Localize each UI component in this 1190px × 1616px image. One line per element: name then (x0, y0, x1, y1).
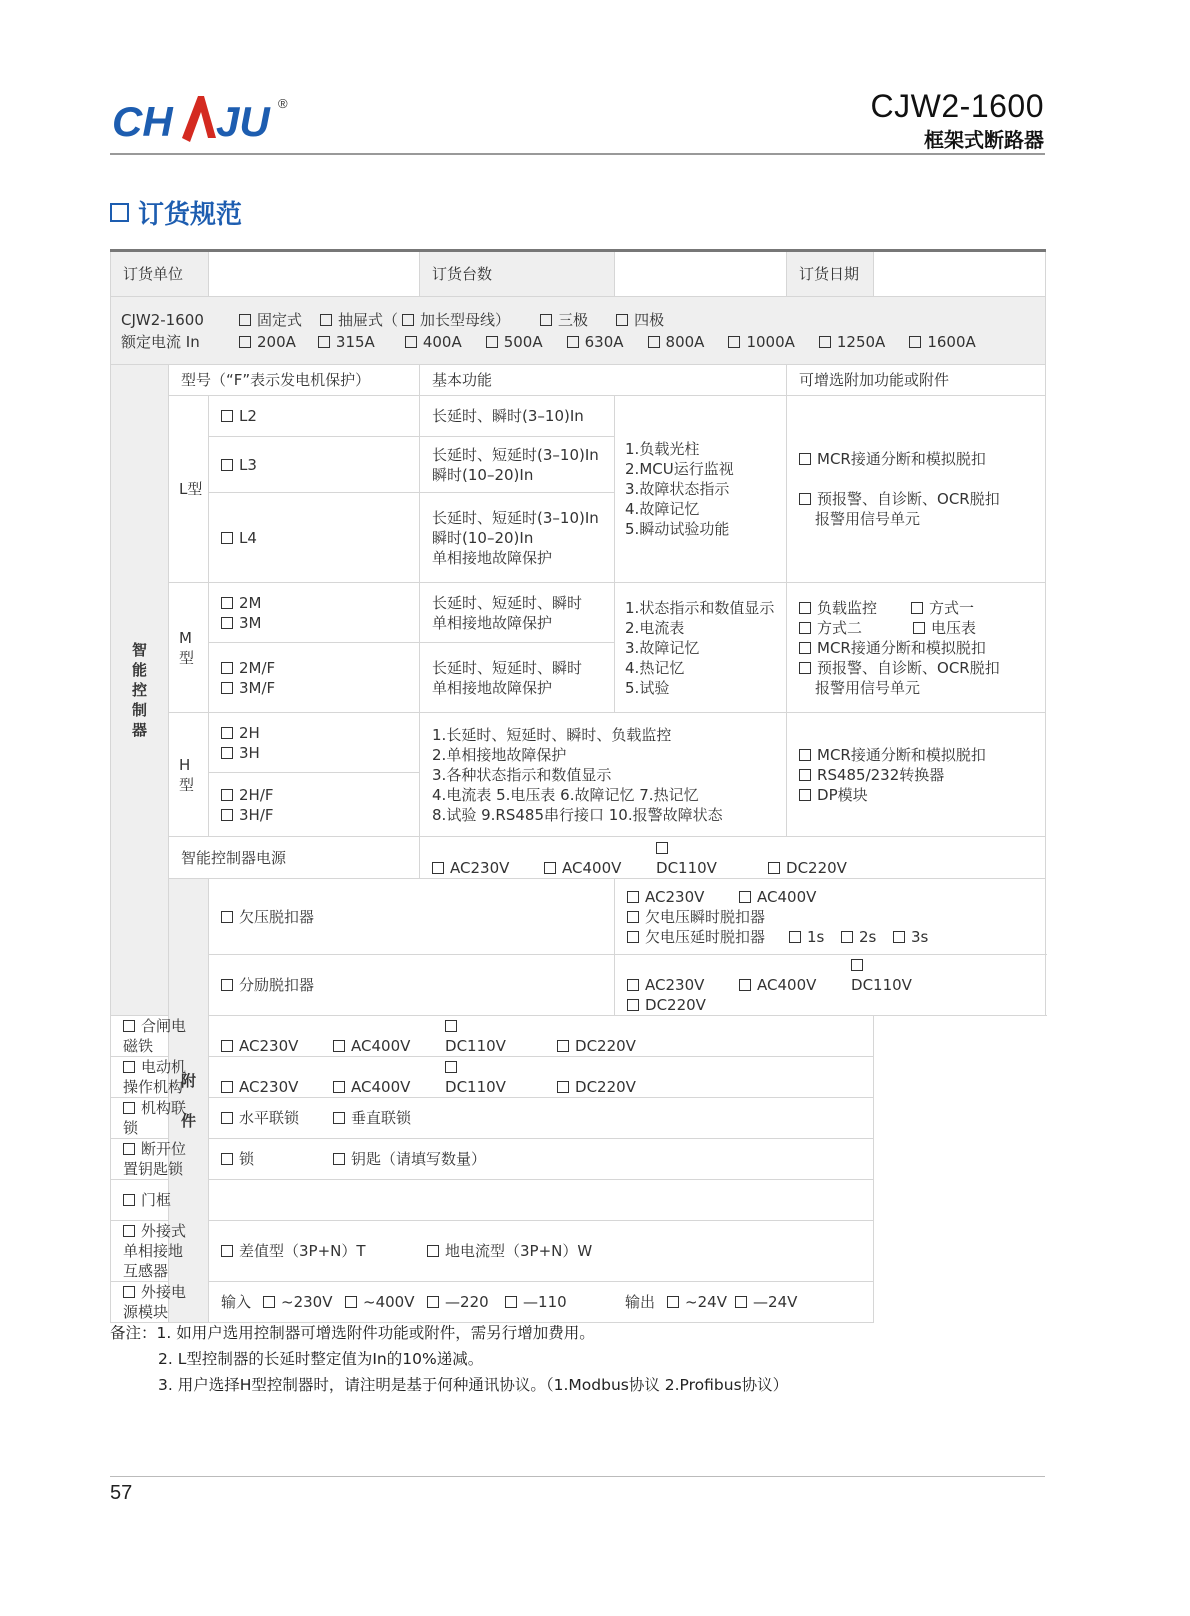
checkbox-power-dc110[interactable] (656, 842, 668, 854)
checkbox-ground-ct[interactable] (123, 1225, 135, 1237)
checkbox-long-bus[interactable] (402, 314, 414, 326)
note-item: 2. L型控制器的长延时整定值为In的10%递减。 (158, 1350, 484, 1368)
checkbox-2hf[interactable] (221, 789, 233, 801)
section-title-text: 订货规范 (138, 200, 243, 230)
order-qty-field[interactable] (615, 251, 787, 297)
checkbox-l2[interactable] (221, 410, 233, 422)
checkbox-mode-two[interactable] (799, 622, 811, 634)
four-pole-label: 四极 (634, 310, 665, 329)
checkbox-current[interactable] (318, 336, 330, 348)
three-pole-label: 三极 (558, 310, 589, 329)
checkbox-2mf[interactable] (221, 662, 233, 674)
checkbox-fixed[interactable] (239, 314, 251, 326)
checkbox-closing[interactable] (123, 1020, 135, 1032)
door-frame-options (209, 1180, 874, 1221)
controller-group-label: 智 能 控 制 器 (111, 365, 169, 1016)
checkbox-motor-ac400[interactable] (333, 1081, 345, 1093)
controller-power-label: 智能控制器电源 (169, 837, 420, 879)
checkbox-power-dc220[interactable] (768, 862, 780, 874)
notes-label: 备注： (110, 1324, 157, 1342)
order-unit-label: 订货单位 (111, 251, 209, 297)
ct-label-cell: 外接式单相接地互感器 (111, 1221, 209, 1282)
checkbox-rs485[interactable] (799, 769, 811, 781)
h-extra-functions: MCR接通分断和模拟脱扣 RS485/232转换器 DP模块 (787, 713, 1046, 837)
fixed-label: 固定式 (257, 310, 303, 329)
checkbox-2m[interactable] (221, 597, 233, 609)
checkbox-current[interactable] (728, 336, 740, 348)
m-options: 2M 3M (209, 583, 420, 643)
checkbox-shunt-ac230[interactable] (627, 979, 639, 991)
l-type-label: L型 (169, 396, 209, 583)
checkbox-in-ac230[interactable] (263, 1296, 275, 1308)
checkbox-closing-dc220[interactable] (557, 1040, 569, 1052)
order-spec-table (110, 249, 1046, 1323)
checkbox-shunt-dc220[interactable] (627, 999, 639, 1011)
col-type-header: 型号（“F”表示发电机保护） (169, 365, 420, 396)
checkbox-motor-dc110[interactable] (445, 1061, 457, 1073)
h-type-label: H 型 (169, 713, 209, 837)
hf-options: 2H/F 3H/F (209, 773, 420, 837)
checkbox-current[interactable] (567, 336, 579, 348)
checkbox-current[interactable] (405, 336, 417, 348)
l3-option: L3 (209, 437, 420, 493)
page-number: 57 (110, 1482, 133, 1504)
l3-basic: 长延时、短延时(3–10)In 瞬时(10–20)In (420, 437, 615, 493)
model-code: CJW2-1600 (121, 310, 204, 329)
current-option: 800A (665, 332, 705, 351)
closing-options: AC230V AC400V DC110V DC220V (209, 1016, 874, 1057)
checkbox-3m[interactable] (221, 617, 233, 629)
checkbox-uv-delay[interactable] (627, 931, 639, 943)
undervoltage-options: AC230V AC400V 欠电压瞬时脱扣器 欠电压延时脱扣器 1s 2s 3s (615, 879, 1046, 955)
checkbox-closing-dc110[interactable] (445, 1020, 457, 1032)
checkbox-undervoltage[interactable] (221, 911, 233, 923)
checkbox-shunt[interactable] (221, 979, 233, 991)
l2-basic: 长延时、瞬时(3–10)In (420, 396, 615, 437)
m-basic: 长延时、短延时、瞬时 单相接地故障保护 (420, 583, 615, 643)
drawout-label: 抽屉式（ (338, 310, 399, 329)
notes (110, 1320, 788, 1398)
ct-options: 差值型（3P+N）T 地电流型（3P+N）W (209, 1221, 874, 1282)
chaju-logo-icon (112, 92, 302, 154)
square-icon (110, 203, 129, 222)
order-qty-cell (420, 251, 615, 297)
product-name: 框架式断路器 (924, 128, 1044, 152)
keylock-options: 锁 钥匙（请填写数量） (209, 1139, 874, 1180)
checkbox-in-dc220[interactable] (427, 1296, 439, 1308)
checkbox-four-pole[interactable] (616, 314, 628, 326)
current-option: 315A (335, 332, 375, 351)
order-qty-label: 订货台数 (432, 265, 493, 283)
checkbox-uv-ac230[interactable] (627, 891, 639, 903)
l-extra-functions: MCR接通分断和模拟脱扣 预报警、自诊断、OCR脱扣 报警用信号单元 (787, 396, 1046, 583)
brand-logo (112, 92, 302, 158)
current-option: 400A (422, 332, 462, 351)
checkbox-m-mcr[interactable] (799, 642, 811, 654)
checkbox-uv-instant[interactable] (627, 911, 639, 923)
col-basic-header: 基本功能 (420, 365, 787, 396)
current-option: 1600A (927, 332, 976, 351)
checkbox-in-dc110[interactable] (505, 1296, 517, 1308)
checkbox-motor-dc220[interactable] (557, 1081, 569, 1093)
checkbox-vertical-interlock[interactable] (333, 1112, 345, 1124)
checkbox-three-pole[interactable] (540, 314, 552, 326)
l2-option: L2 (209, 396, 420, 437)
checkbox-horizontal-interlock[interactable] (221, 1112, 233, 1124)
closing-label-cell: 合闸电磁铁 (111, 1016, 209, 1057)
order-date-field[interactable] (874, 251, 1046, 297)
psu-label-cell: 外接电源模块 (111, 1282, 209, 1323)
shunt-label-cell: 分励脱扣器 (209, 955, 615, 1016)
mf-basic: 长延时、短延时、瞬时 单相接地故障保护 (420, 643, 615, 713)
svg-text:®: ® (278, 96, 288, 111)
order-date-label: 订货日期 (787, 251, 874, 297)
shunt-options: AC230V AC400V DC110VDC220V (615, 955, 1046, 1016)
accessories-group-label: 附 件 (169, 879, 209, 1323)
checkbox-3h[interactable] (221, 747, 233, 759)
checkbox-l4[interactable] (221, 532, 233, 544)
checkbox-current[interactable] (239, 336, 251, 348)
checkbox-out-ac24[interactable] (667, 1296, 679, 1308)
l4-basic: 长延时、短延时(3–10)In 瞬时(10–20)In 单相接地故障保护 (420, 493, 615, 583)
long-bus-label: 加长型母线） (420, 310, 511, 329)
rated-current-label: 额定电流 In (121, 332, 200, 351)
checkbox-power-ac400[interactable] (544, 862, 556, 874)
svg-text:JU: JU (216, 98, 270, 145)
checkbox-dp[interactable] (799, 789, 811, 801)
checkbox-keylock[interactable] (123, 1143, 135, 1155)
checkbox-l-prealarm[interactable] (799, 493, 811, 505)
checkbox-3mf[interactable] (221, 682, 233, 694)
footer-divider (110, 1476, 1045, 1477)
h-basic-functions: 1.长延时、短延时、瞬时、负载监控 2.单相接地故障保护 3.各种状态指示和数值显示 4.电流表 5.电压表 6.故障记忆 7.热记忆 8.试验 9.RS485串行接口 10.报警故障状态 (420, 713, 787, 837)
psu-options: 输入 ~230V ~400V —220 —110 输出 ~24V —24V (209, 1282, 874, 1323)
section-title (110, 194, 242, 231)
header-divider (110, 153, 1045, 155)
model-current-row (111, 297, 1046, 365)
keylock-label-cell: 断开位置钥匙锁 (111, 1139, 209, 1180)
checkbox-lock[interactable] (221, 1153, 233, 1165)
checkbox-l-mcr[interactable] (799, 453, 811, 465)
m-type-label: M 型 (169, 583, 209, 713)
interlock-label-cell: 机构联锁 (111, 1098, 209, 1139)
motor-label-cell: 电动机操作机构 (111, 1057, 209, 1098)
checkbox-3hf[interactable] (221, 809, 233, 821)
checkbox-current[interactable] (909, 336, 921, 348)
checkbox-in-ac400[interactable] (345, 1296, 357, 1308)
col-extra-header: 可增选附加功能或附件 (787, 365, 1046, 396)
interlock-options: 水平联锁 垂直联锁 (209, 1098, 874, 1139)
l-common-functions: 1.负载光柱 2.MCU运行监视 3.故障状态指示 4.故障记忆 5.瞬动试验功能 (615, 396, 787, 583)
svg-text:CH: CH (112, 98, 173, 145)
checkbox-closing-ac400[interactable] (333, 1040, 345, 1052)
l4-option: L4 (209, 493, 420, 583)
checkbox-door-frame[interactable] (123, 1194, 135, 1206)
current-option: 200A (257, 332, 296, 351)
checkbox-shunt-dc110[interactable] (851, 959, 863, 971)
checkbox-motor[interactable] (123, 1061, 135, 1073)
checkbox-uv-1s[interactable] (789, 931, 801, 943)
checkbox-ct-differential[interactable] (221, 1245, 233, 1257)
checkbox-m-prealarm[interactable] (799, 662, 811, 674)
motor-options: AC230V AC400V DC110V DC220V (209, 1057, 874, 1098)
controller-power-options: AC230V AC400V DC110V DC220V (420, 837, 1046, 879)
current-option: 500A (503, 332, 543, 351)
mf-options: 2M/F 3M/F (209, 643, 420, 713)
checkbox-uv-2s[interactable] (841, 931, 853, 943)
checkbox-current[interactable] (486, 336, 498, 348)
undervoltage-label-cell: 欠压脱扣器 (209, 879, 615, 955)
note-item: 3. 用户选择H型控制器时，请注明是基于何种通讯协议。（1.Modbus协议 2.Profibus协议） (158, 1376, 789, 1394)
checkbox-shunt-ac400[interactable] (739, 979, 751, 991)
model-title: CJW2-1600 (870, 88, 1044, 124)
checkbox-power-ac230[interactable] (432, 862, 444, 874)
checkbox-motor-ac230[interactable] (221, 1081, 233, 1093)
checkbox-2h[interactable] (221, 727, 233, 739)
m-extra-functions: 负载监控 方式一 方式二 电压表 MCR接通分断和模拟脱扣 预报警、自诊断、OCR脱扣 报警用信号单元 (787, 583, 1046, 713)
current-option: 630A (584, 332, 624, 351)
order-unit-field[interactable] (209, 251, 420, 297)
note-item: 1. 如用户选用控制器可增选附件功能或附件，需另行增加费用。 (156, 1324, 595, 1342)
checkbox-l3[interactable] (221, 459, 233, 471)
checkbox-key[interactable] (333, 1153, 345, 1165)
h-options: 2H 3H (209, 713, 420, 773)
checkbox-uv-3s[interactable] (893, 931, 905, 943)
checkbox-psu[interactable] (123, 1286, 135, 1298)
door-frame-label-cell: 门框 (111, 1180, 209, 1221)
checkbox-interlock[interactable] (123, 1102, 135, 1114)
checkbox-uv-ac400[interactable] (739, 891, 751, 903)
checkbox-current[interactable] (819, 336, 831, 348)
checkbox-h-mcr[interactable] (799, 749, 811, 761)
checkbox-current[interactable] (648, 336, 660, 348)
current-option: 1250A (836, 332, 886, 351)
checkbox-voltmeter[interactable] (913, 622, 925, 634)
checkbox-closing-ac230[interactable] (221, 1040, 233, 1052)
checkbox-ct-ground-current[interactable] (427, 1245, 439, 1257)
checkbox-load-monitor[interactable] (799, 602, 811, 614)
checkbox-drawout[interactable] (320, 314, 332, 326)
checkbox-mode-one[interactable] (911, 602, 923, 614)
current-option: 1000A (746, 332, 795, 351)
m-common-functions: 1.状态指示和数值显示 2.电流表 3.故障记忆 4.热记忆 5.试验 (615, 583, 787, 713)
checkbox-out-dc24[interactable] (735, 1296, 747, 1308)
